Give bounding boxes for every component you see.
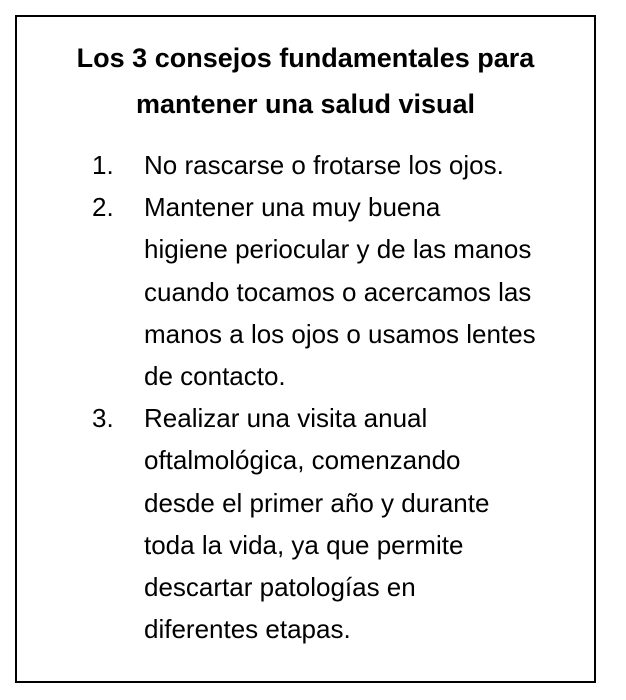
tip-item-3 xyxy=(17,397,594,650)
tips-box xyxy=(15,15,596,683)
tip-text-line: cuando tocamos o acercamos las xyxy=(144,276,532,307)
title-line: Los 3 consejos fundamentales para xyxy=(76,43,535,73)
tip-item-2 xyxy=(17,186,594,397)
page-title xyxy=(17,35,594,127)
title-line: mantener una salud visual xyxy=(135,89,476,119)
tip-number: 3. xyxy=(92,403,114,434)
tips-list xyxy=(17,144,594,650)
tip-text-line: desde el primer año y durante xyxy=(144,487,490,518)
tip-text-line: Realizar una visita anual xyxy=(144,403,428,434)
tip-text-line: descartar patologías en xyxy=(144,572,416,603)
tip-text-line: diferentes etapas. xyxy=(144,614,351,645)
tip-text-line: manos a los ojos o usamos lentes xyxy=(144,318,536,349)
tip-number: 2. xyxy=(92,192,114,223)
tip-text-line: higiene periocular y de las manos xyxy=(144,234,532,265)
tip-text-line: Mantener una muy buena xyxy=(144,192,441,223)
tip-text-line: No rascarse o frotarse los ojos. xyxy=(144,150,504,180)
tip-text-line: de contacto. xyxy=(144,361,286,392)
tip-text-line: oftalmológica, comenzando xyxy=(144,445,461,476)
tip-text-line: toda la vida, ya que permite xyxy=(144,529,464,560)
tip-number: 1. xyxy=(92,150,114,180)
tip-item-1 xyxy=(17,144,594,186)
